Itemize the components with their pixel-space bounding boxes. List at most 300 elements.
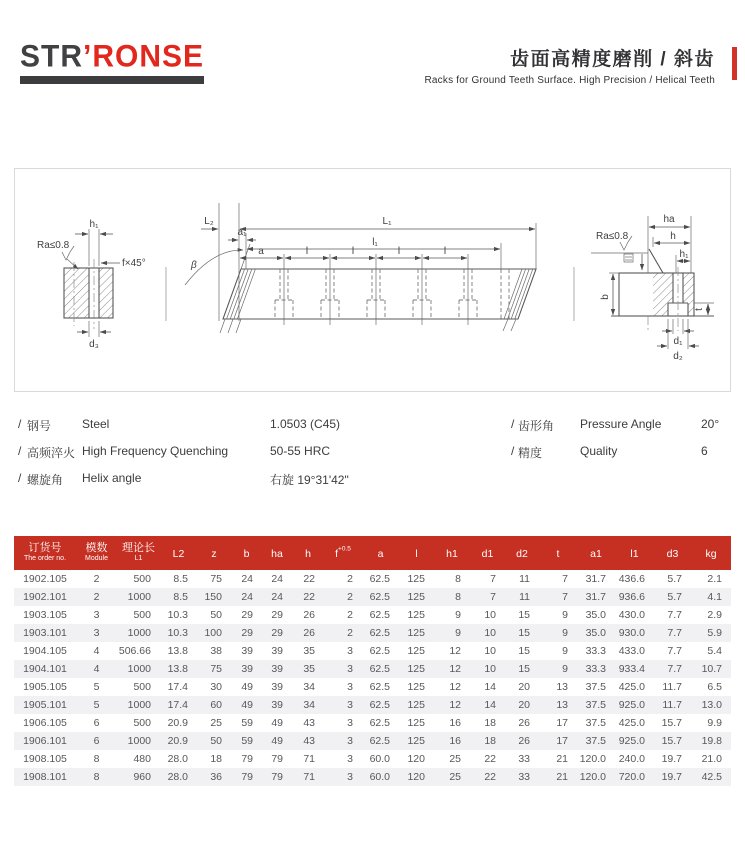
- table-cell: 14: [484, 681, 496, 693]
- table-cell: 26: [518, 735, 530, 747]
- table-row: [14, 570, 731, 588]
- dim-label-l: l: [443, 246, 447, 257]
- dimension-table-section: [14, 536, 731, 786]
- table-cell: 1000: [127, 591, 151, 603]
- table-row: [14, 750, 731, 768]
- surface-finish-label-right: Ra≤0.8: [596, 231, 629, 242]
- table-row: [14, 588, 731, 606]
- table-cell: 16: [449, 735, 461, 747]
- order-no-cell: 1904.105: [23, 645, 67, 657]
- table-cell: 62.5: [369, 609, 390, 621]
- dim-label-t: t: [694, 308, 705, 311]
- table-cell: 9: [562, 645, 568, 657]
- table-cell: 930.0: [618, 627, 645, 639]
- spec-label-en: High Frequency Quenching: [82, 444, 229, 458]
- table-cell: 26: [518, 717, 530, 729]
- table-row: [14, 606, 731, 624]
- column-header: $f^{+0.5}$: [324, 536, 362, 570]
- dim-label-a1: a₁: [237, 227, 247, 238]
- table-cell: 125: [407, 681, 425, 693]
- table-cell: 5.7: [667, 591, 682, 603]
- table-row: [14, 696, 731, 714]
- datum-symbol: [624, 254, 633, 262]
- table-cell: 79: [241, 753, 253, 765]
- table-cell: 49: [241, 699, 253, 711]
- table-cell: 13: [556, 681, 568, 693]
- table-cell: 16: [449, 717, 461, 729]
- table-cell: 31.7: [585, 591, 606, 603]
- dim-label-chamfer: f×45°: [122, 258, 146, 269]
- table-cell: 62.5: [369, 663, 390, 675]
- table-cell: 15: [518, 645, 530, 657]
- table-cell: 936.6: [618, 591, 645, 603]
- table-cell: 3: [93, 627, 100, 639]
- table-cell: 425.0: [618, 681, 645, 693]
- table-cell: 39: [271, 663, 283, 675]
- table-cell: 3: [347, 771, 353, 783]
- table-cell: 29: [271, 609, 283, 621]
- column-header: 理论长 L1: [117, 536, 160, 570]
- table-cell: 62.5: [369, 573, 390, 585]
- table-cell: 21.0: [701, 753, 722, 765]
- table-cell: 9: [455, 609, 461, 621]
- column-header: a: [362, 536, 399, 570]
- table-cell: 60.0: [369, 753, 390, 765]
- spec-slash: /: [18, 471, 22, 485]
- dim-label-h: h: [670, 231, 676, 242]
- table-cell: 17: [556, 717, 568, 729]
- table-cell: 11: [519, 591, 530, 603]
- table-cell: 50: [210, 735, 222, 747]
- table-cell: 20.9: [167, 717, 188, 729]
- order-no-cell: 1903.105: [23, 609, 67, 621]
- table-body: [14, 570, 731, 786]
- table-cell: 2: [93, 573, 100, 585]
- dim-label-L2: L₂: [204, 216, 214, 227]
- table-cell: 925.0: [618, 735, 645, 747]
- spec-value: 右旋 19°31'42": [270, 473, 349, 487]
- table-cell: 3: [347, 645, 353, 657]
- table-cell: 29: [271, 627, 283, 639]
- table-cell: 2: [347, 627, 353, 639]
- column-header: 模数 Module: [76, 536, 117, 570]
- table-cell: 15: [518, 609, 530, 621]
- table-cell: 43: [303, 717, 315, 729]
- order-no-cell: 1908.105: [23, 753, 67, 765]
- table-cell: 79: [241, 771, 253, 783]
- table-row: [14, 642, 731, 660]
- table-cell: 15: [518, 627, 530, 639]
- table-cell: 26: [303, 627, 315, 639]
- table-cell: 500: [133, 681, 151, 693]
- table-cell: 925.0: [618, 699, 645, 711]
- table-cell: 3: [347, 735, 353, 747]
- dim-label-ha: ha: [663, 214, 675, 225]
- column-header: d1: [470, 536, 505, 570]
- table-cell: 25: [210, 717, 222, 729]
- table-cell: 29: [241, 627, 253, 639]
- table-cell: 28.0: [167, 771, 188, 783]
- order-no-cell: 1905.101: [23, 699, 67, 711]
- table-cell: 10.3: [167, 609, 188, 621]
- table-cell: 12: [449, 663, 461, 675]
- table-cell: 2: [93, 591, 100, 603]
- column-header: l: [399, 536, 434, 570]
- spec-value: 6: [701, 444, 708, 458]
- table-cell: 19.7: [661, 753, 682, 765]
- column-header: h: [292, 536, 324, 570]
- table-cell: 20: [518, 699, 530, 711]
- table-cell: 15: [518, 663, 530, 675]
- table-cell: 33.3: [585, 663, 606, 675]
- technical-drawing: [14, 168, 731, 392]
- table-cell: 933.4: [618, 663, 645, 675]
- table-cell: 7.7: [667, 645, 682, 657]
- table-cell: 59: [241, 735, 253, 747]
- table-cell: 960: [133, 771, 151, 783]
- table-cell: 720.0: [618, 771, 645, 783]
- table-cell: 18: [484, 717, 496, 729]
- dim-label-d3: d₃: [89, 339, 99, 350]
- table-cell: 7: [490, 591, 496, 603]
- table-cell: 59: [241, 717, 253, 729]
- table-cell: 21: [556, 753, 568, 765]
- table-cell: 9: [455, 627, 461, 639]
- table-cell: 7.7: [667, 627, 682, 639]
- table-cell: 25: [449, 771, 461, 783]
- table-cell: 2: [347, 573, 353, 585]
- table-cell: 13: [556, 699, 568, 711]
- table-cell: 2.1: [707, 573, 722, 585]
- spec-slash: /: [18, 444, 22, 458]
- table-cell: 5.4: [707, 645, 722, 657]
- column-header: ha: [262, 536, 292, 570]
- table-cell: 15.7: [661, 735, 682, 747]
- table-cell: 50: [210, 609, 222, 621]
- column-header: L2: [160, 536, 197, 570]
- table-cell: 3: [347, 717, 353, 729]
- spec-value: 50-55 HRC: [270, 444, 331, 458]
- table-cell: 500: [133, 609, 151, 621]
- column-header: z: [197, 536, 231, 570]
- dim-label-d1: d₁: [673, 336, 683, 347]
- table-cell: 4: [93, 663, 100, 675]
- table-cell: 425.0: [618, 717, 645, 729]
- table-cell: 33: [518, 771, 530, 783]
- table-cell: 37.5: [585, 699, 606, 711]
- table-cell: 75: [210, 663, 222, 675]
- table-cell: 9: [562, 627, 568, 639]
- table-cell: 9: [562, 609, 568, 621]
- table-row: [14, 624, 731, 642]
- page-title-block: [424, 44, 715, 86]
- table-cell: 13.8: [167, 663, 188, 675]
- table-cell: 11.7: [662, 699, 682, 711]
- table-cell: 6: [93, 717, 100, 729]
- table-cell: 30: [210, 681, 222, 693]
- table-cell: 37.5: [585, 681, 606, 693]
- table-cell: 8.5: [173, 591, 188, 603]
- order-no-cell: 1905.105: [23, 681, 67, 693]
- table-cell: 125: [407, 591, 425, 603]
- table-cell: 240.0: [618, 753, 645, 765]
- table-cell: 3: [347, 699, 353, 711]
- column-header: h1: [434, 536, 470, 570]
- table-cell: 7: [562, 573, 568, 585]
- table-cell: 39: [271, 645, 283, 657]
- title-accent-bar: [732, 47, 737, 80]
- table-cell: 17.4: [167, 681, 188, 693]
- table-cell: 39: [241, 663, 253, 675]
- table-cell: 8.5: [173, 573, 188, 585]
- table-cell: 24: [271, 591, 283, 603]
- table-cell: 62.5: [369, 645, 390, 657]
- table-cell: 31.7: [585, 573, 606, 585]
- table-cell: 5.7: [667, 573, 682, 585]
- table-cell: 3: [347, 681, 353, 693]
- table-cell: 120.0: [579, 771, 606, 783]
- table-cell: 8: [455, 573, 461, 585]
- table-cell: 14: [484, 699, 496, 711]
- spec-label-zh: 高频淬火: [27, 446, 76, 460]
- column-header: l1: [615, 536, 654, 570]
- table-cell: 39: [241, 645, 253, 657]
- table-cell: 35.0: [585, 627, 606, 639]
- table-cell: 120: [407, 771, 425, 783]
- table-cell: 2: [347, 609, 353, 621]
- table-cell: 35.0: [585, 609, 606, 621]
- table-cell: 33.3: [585, 645, 606, 657]
- table-cell: 8: [455, 591, 461, 603]
- table-cell: 436.6: [618, 573, 645, 585]
- table-cell: 62.5: [369, 717, 390, 729]
- table-cell: 75: [210, 573, 222, 585]
- main-rack-view: [185, 203, 536, 333]
- table-cell: 22: [303, 573, 315, 585]
- table-cell: 62.5: [369, 681, 390, 693]
- table-cell: 10: [484, 663, 496, 675]
- table-cell: 60.0: [369, 771, 390, 783]
- table-cell: 11.7: [662, 681, 682, 693]
- order-no-cell: 1906.101: [23, 735, 67, 747]
- table-cell: 2.9: [707, 609, 722, 621]
- logo-text-red: ’RONSE: [83, 39, 205, 74]
- table-cell: 35: [303, 663, 315, 675]
- spec-label-en: Quality: [580, 444, 618, 458]
- table-cell: 38: [210, 645, 222, 657]
- table-cell: 29: [241, 609, 253, 621]
- spec-slash: /: [511, 417, 515, 431]
- table-cell: 79: [271, 771, 283, 783]
- page-title: 齿面高精度磨削 / 斜齿: [510, 49, 715, 70]
- table-cell: 26: [303, 609, 315, 621]
- order-no-cell: 1902.101: [23, 591, 67, 603]
- table-cell: 24: [241, 591, 253, 603]
- table-cell: 125: [407, 609, 425, 621]
- table-cell: 12: [449, 699, 461, 711]
- page-subtitle: Racks for Ground Teeth Surface. High Precision / Helical Teeth: [424, 75, 715, 86]
- table-cell: 1000: [127, 699, 151, 711]
- table-cell: 39: [271, 699, 283, 711]
- table-cell: 120.0: [579, 753, 606, 765]
- dim-label-l: l: [351, 246, 355, 257]
- table-cell: 71: [303, 771, 315, 783]
- table-cell: 22: [484, 771, 496, 783]
- table-cell: 4.1: [707, 591, 722, 603]
- table-cell: 5: [93, 681, 100, 693]
- table-cell: 13.8: [167, 645, 188, 657]
- column-header: kg: [691, 536, 731, 570]
- order-no-cell: 1904.101: [23, 663, 67, 675]
- table-cell: 12: [449, 681, 461, 693]
- table-cell: 7: [490, 573, 496, 585]
- dim-label-h1-right: h₁: [679, 249, 689, 260]
- table-cell: 125: [407, 573, 425, 585]
- table-cell: 79: [271, 753, 283, 765]
- spec-label-zh: 钢号: [27, 419, 52, 433]
- table-cell: 1000: [127, 735, 151, 747]
- table-cell: 3: [93, 609, 100, 621]
- dim-label-l: l: [305, 246, 309, 257]
- spec-slash: /: [511, 444, 515, 458]
- table-cell: 125: [407, 663, 425, 675]
- table-cell: 62.5: [369, 627, 390, 639]
- table-cell: 120: [407, 753, 425, 765]
- table-cell: 24: [241, 573, 253, 585]
- table-cell: 28.0: [167, 753, 188, 765]
- dimension-table: [14, 536, 731, 786]
- table-cell: 33: [518, 753, 530, 765]
- table-row: [14, 714, 731, 732]
- table-cell: 3: [347, 753, 353, 765]
- order-no-cell: 1903.101: [23, 627, 67, 639]
- table-cell: 15.7: [661, 717, 682, 729]
- surface-finish-label-left: Ra≤0.8: [37, 240, 70, 251]
- table-header-row: [14, 536, 731, 570]
- table-cell: 49: [271, 735, 283, 747]
- dim-label-h1-left: h₁: [89, 219, 99, 230]
- table-cell: 43: [303, 735, 315, 747]
- table-cell: 37.5: [585, 735, 606, 747]
- table-cell: 71: [303, 753, 315, 765]
- rack-drawing-svg: [15, 169, 730, 391]
- table-cell: 500: [133, 573, 151, 585]
- table-cell: 36: [210, 771, 222, 783]
- column-header: d3: [654, 536, 691, 570]
- dim-label-b: b: [600, 294, 611, 300]
- spec-label-en: Pressure Angle: [580, 417, 662, 431]
- table-cell: 7: [562, 591, 568, 603]
- table-cell: 34: [303, 699, 315, 711]
- table-cell: 19.7: [661, 771, 682, 783]
- dim-label-d2: d₂: [673, 351, 683, 362]
- table-cell: 430.0: [618, 609, 645, 621]
- table-cell: 62.5: [369, 591, 390, 603]
- table-cell: 2: [347, 591, 353, 603]
- table-cell: 11: [519, 573, 530, 585]
- table-row: [14, 768, 731, 786]
- table-cell: 6: [93, 735, 100, 747]
- order-no-cell: 1908.101: [23, 771, 67, 783]
- table-cell: 37.5: [585, 717, 606, 729]
- left-section-view: [37, 219, 146, 350]
- table-cell: 9.9: [707, 717, 722, 729]
- dim-label-l1: l₁: [372, 237, 378, 248]
- table-cell: 6.5: [707, 681, 722, 693]
- right-section-view: [591, 214, 714, 362]
- spec-value: 20°: [701, 417, 720, 431]
- column-header: d2: [505, 536, 539, 570]
- table-cell: 125: [407, 645, 425, 657]
- table-cell: 1000: [127, 663, 151, 675]
- table-cell: 150: [204, 591, 222, 603]
- table-cell: 10: [484, 609, 496, 621]
- table-cell: 39: [271, 681, 283, 693]
- table-cell: 10: [484, 645, 496, 657]
- table-cell: 20.9: [167, 735, 188, 747]
- table-cell: 125: [407, 699, 425, 711]
- table-cell: 60: [210, 699, 222, 711]
- table-cell: 7.7: [667, 663, 682, 675]
- table-cell: 22: [303, 591, 315, 603]
- column-header: 订货号 The order no.: [14, 536, 76, 570]
- column-header: b: [231, 536, 262, 570]
- spec-label-en: Steel: [82, 417, 110, 431]
- table-cell: 10: [484, 627, 496, 639]
- spec-value: 1.0503 (C45): [270, 417, 341, 431]
- table-cell: 433.0: [618, 645, 645, 657]
- logo-underline-bar: [20, 76, 204, 84]
- table-cell: 17: [556, 735, 568, 747]
- table-cell: 17.4: [167, 699, 188, 711]
- table-cell: 9: [562, 663, 568, 675]
- spec-label-zh: 螺旋角: [27, 473, 64, 487]
- table-cell: 62.5: [369, 699, 390, 711]
- table-cell: 25: [449, 753, 461, 765]
- table-cell: 8: [93, 771, 100, 783]
- spec-label-zh: 精度: [518, 446, 543, 460]
- table-cell: 10.7: [701, 663, 722, 675]
- table-cell: 49: [241, 681, 253, 693]
- table-cell: 125: [407, 717, 425, 729]
- column-header: a1: [577, 536, 615, 570]
- dim-label-L1: L₁: [382, 216, 392, 227]
- dim-label-l: l: [397, 246, 401, 257]
- table-cell: 4: [93, 645, 100, 657]
- table-cell: 62.5: [369, 735, 390, 747]
- logo-text: [20, 41, 204, 72]
- table-cell: 500: [133, 717, 151, 729]
- order-no-cell: 1902.105: [23, 573, 67, 585]
- logo-text-dark: STR: [20, 39, 83, 74]
- table-cell: 125: [407, 627, 425, 639]
- table-cell: 5.9: [707, 627, 722, 639]
- table-cell: 20: [518, 681, 530, 693]
- table-cell: 5: [93, 699, 100, 711]
- table-cell: 18: [210, 753, 222, 765]
- table-cell: 480: [133, 753, 151, 765]
- column-header: t: [539, 536, 577, 570]
- table-cell: 1000: [127, 627, 151, 639]
- table-row: [14, 678, 731, 696]
- mounting-holes: [275, 254, 509, 325]
- table-cell: 22: [484, 753, 496, 765]
- dim-label-a: a: [258, 246, 264, 257]
- brand-logo: [20, 39, 205, 84]
- table-cell: 13.0: [701, 699, 722, 711]
- table-cell: 18: [484, 735, 496, 747]
- table-cell: 34: [303, 681, 315, 693]
